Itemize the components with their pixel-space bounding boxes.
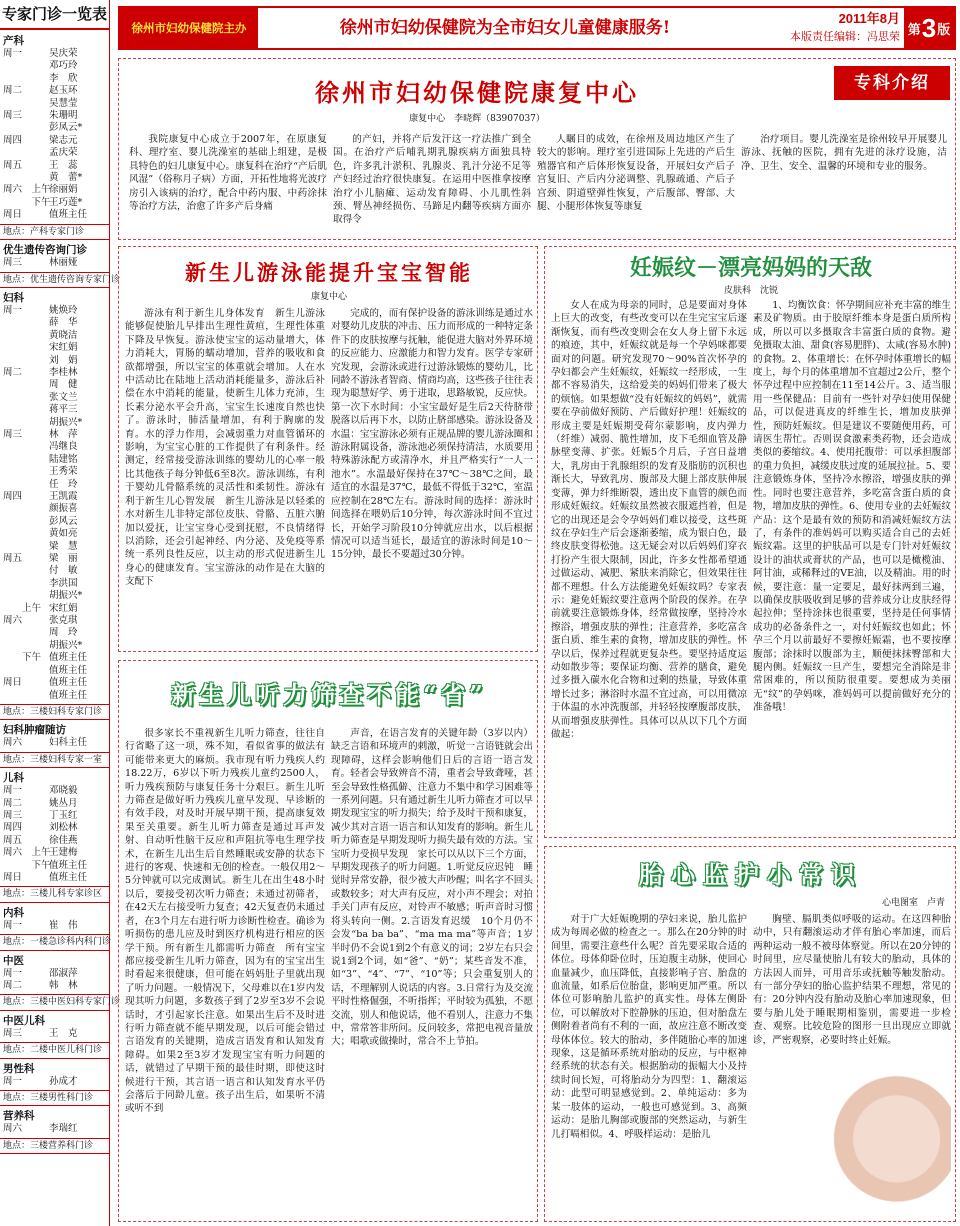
schedule-row [3, 110, 106, 122]
schedule-doctor: 邓晓毅 [49, 785, 78, 797]
schedule-doctor: 王秀荣 [49, 466, 78, 478]
schedule-row [3, 454, 106, 466]
schedule-day: 下午 [3, 196, 51, 208]
schedule-day: 周二 [3, 980, 23, 991]
schedule-doctor: 林 萍 [49, 428, 78, 440]
schedule-row [3, 404, 106, 416]
schedule-day [3, 441, 49, 453]
schedule-row [3, 417, 106, 429]
schedule-day [3, 590, 49, 602]
schedule-row [3, 172, 106, 184]
sidebar-dept-heading: 儿科 [3, 772, 24, 785]
schedule-row [3, 798, 106, 810]
sidebar-title: 专家门诊一览表 [0, 0, 109, 30]
schedule-doctor: 王 蕊 [49, 159, 78, 171]
clinic-location: 地点：优生遗传咨询专家门诊 [0, 272, 109, 288]
schedule-day [3, 330, 49, 342]
schedule-row [3, 355, 106, 367]
schedule-row [3, 565, 106, 577]
schedule-day [3, 466, 49, 478]
hearing-col-1: 很多家长不重视新生儿听力筛查，往往自行省略了这一项，殊不知，看似省事的做法有可能带来更大的麻烦。我市现有听力残疾人约18.22万，6岁以下听力残疾儿童约2500人，听力残疾预防与康复任务十分艰巨。新生儿听力筛查是做好听力残疾儿童早发现、早诊断的有效手段，对及时开展早期干预，提高康复效果至关重要。新生儿听力筛查是通过耳声发射、自动听性脑干反应和声阻抗等电生理学技术，在新生儿出生后自然睡眠或安静的状态下进行的客观、快速和无创的检查。一般仅用2～5分钟就可以完成测试。新生儿在出生48小时以后，要接受初次听力筛查；未通过初筛者，在42天左右接受听力复查；42天复查仍未通过者，在3个月左右进行听力诊断性检查。确诊为听损伤的患儿应及时到医疗机构进行相应的医学干预。所有新生儿都需听力筛查 所有宝宝都应接受新生儿听力筛查，因为有的宝宝出生时看起来很健康，但可能在妈妈肚子里就出现了听力问题。一般情况下，父母难以在1岁内发现其听力问题，多数孩子到了2岁至3岁不会说话时，才引起家长注意。如果出生后不及时进行听力筛查就不能早期发现，以后可能会错过言语发育的关键期，造成言语发育和认知发育障碍。如果2至3岁才发现宝宝有听力问题的话，就错过了早期干预的最佳时期，即使这时候进行干预，其言语一语言和认知发育水平仍会落后于同龄儿童。孩子出生后，如果听不清或听不到 [125, 728, 325, 1115]
sidebar-dept-heading: 营养科 [3, 1110, 35, 1123]
schedule-doctor: 冯继良 [49, 441, 78, 453]
sidebar-dept-heading: 中医儿科 [3, 1014, 45, 1027]
schedule-doctor: 任 玲 [49, 478, 78, 490]
schedule-row [3, 578, 106, 590]
schedule-doctor: 孟庆荣 [49, 147, 78, 159]
schedule-row [3, 553, 106, 565]
schedule-day [3, 60, 49, 72]
schedule-row [3, 810, 106, 822]
schedule-row [3, 652, 106, 664]
schedule-doctor: 值班主任 [49, 677, 88, 689]
schedule-day: 周四 [3, 134, 23, 146]
page-prefix: 第 [907, 21, 921, 37]
issue-date: 2011年8月 [838, 11, 900, 26]
schedule-doctor: 值班主任 [49, 652, 88, 664]
schedule-row [3, 603, 106, 615]
schedule-day [3, 479, 49, 491]
page-editor: 本版责任编辑：冯思荣 [790, 31, 900, 43]
schedule-day [3, 122, 49, 134]
page-header [118, 6, 956, 50]
stretch-byline: 皮肤科 沈锐 [723, 286, 778, 296]
schedule-row [3, 627, 106, 639]
schedule-day [3, 454, 49, 466]
clinic-location: 地点：一楼急诊科内科门诊 [0, 934, 109, 950]
schedule-doctor: 蒋平三 [49, 404, 78, 416]
schedule-row [3, 690, 106, 702]
schedule-day [3, 392, 49, 404]
schedule-day: 周一 [3, 785, 23, 797]
sidebar-dept-heading: 妇科 [3, 291, 24, 304]
schedule-row [3, 1028, 106, 1040]
schedule-row [3, 379, 106, 391]
schedule-row [3, 257, 106, 269]
schedule-day [3, 503, 49, 515]
schedule-day: 周六 [3, 1123, 23, 1135]
rehab-title: 徐州市妇幼保健院康复中心 [315, 78, 639, 107]
schedule-day [3, 342, 49, 354]
schedule-doctor: 张文兰 [49, 391, 78, 403]
schedule-row [3, 135, 106, 147]
fetal-byline: 心电图室 卢青 [881, 898, 945, 908]
clinic-location: 地点：三楼男性科门诊 [0, 1090, 109, 1106]
schedule-day [3, 355, 49, 367]
schedule-day: 周六 上午 [3, 184, 51, 196]
sidebar-department-list [3, 34, 121, 1154]
schedule-row [3, 85, 106, 97]
schedule-day [3, 98, 49, 110]
schedule-day: 周五 [3, 553, 23, 565]
schedule-day [3, 516, 49, 528]
schedule-row [3, 920, 106, 932]
schedule-day: 周一 [3, 1075, 23, 1087]
schedule-day: 周三 [3, 428, 23, 440]
schedule-row [3, 392, 106, 404]
rehab-col-1: 我院康复中心成立于2007年，在原康复科、理疗室、婴儿洗澡室的基础上组建，是极具特色的妇儿康复中心。康复科在治疗“产后肌风湿”（俗称月子病）方面，开拓性地将光波疗房引入该病的治疗，配合中药内服、中药涂抹等治疗方法，治愈了许多产后身痛 [129, 134, 327, 213]
page-number: 3 [921, 12, 937, 43]
schedule-row [3, 305, 106, 317]
schedule-doctor: 值班主任 [49, 209, 88, 221]
schedule-day: 周三 [3, 110, 23, 122]
schedule-row [3, 968, 106, 980]
rehab-col-2: 的产妇，并将产后发汗这一疗法推广到全国。在治疗产后哺乳期乳腺疾病方面独具特色，许多乳汁淤积、乳腺炎、乳汁分泌不足等产妇经过治疗很快康复。在运用中医推拿按摩治疗小儿脑瘫、运动发育障碍、小儿肌性斜颈、臂丛神经损伤、马蹄足内翻等疾病方面亦取得令 [333, 134, 531, 226]
schedule-day: 周四 [3, 491, 23, 502]
schedule-row [3, 980, 106, 992]
schedule-doctor: 胡振兴* [49, 590, 83, 602]
sidebar-dept-heading: 内科 [3, 906, 24, 919]
schedule-doctor: 黄晓洁 [49, 329, 78, 341]
schedule-doctor: 薛 华 [49, 317, 78, 329]
schedule-row [3, 122, 106, 134]
schedule-row [3, 847, 106, 859]
schedule-row [3, 835, 106, 847]
pregnant-woman-photo [815, 1075, 951, 1217]
schedule-row [3, 479, 106, 491]
schedule-day: 周日 [3, 209, 23, 221]
fetal-title: 胎心监护小常识 [639, 860, 863, 889]
schedule-day [3, 147, 49, 159]
stretch-col-1: 女人在成为母亲的同时，总是要面对身体上巨大的改变，有些改变可以在生完宝宝后逐渐恢复，而有些改变则会在女人身上留下永远的痕迹，其中，妊娠纹就是每一个孕妈咪都要面对的问题。研究发现70～90%首次怀孕的孕妇都会产生妊娠纹，妊娠纹一经形成，一生都不容易消失，这给爱美的妈妈们带来了极大的烦恼。如果想做“没有妊娠纹的妈妈”，就需要在孕前做好预防、产后做好护理！妊娠纹的形成主要是妊娠期受荷尔蒙影响，皮内弹力（纤维）减弱、脆性增加，皮下毛细血管及静脉壁变薄、扩张。妊娠5个月后，子宫日益增大，乳房由于乳腺组织的发育及脂肪的沉积也渐长大，导致乳房、腹部及大腿上部皮肤伸展变薄，弹力纤维断裂，透出皮下血管的颜色而形成妊娠纹。妊娠纹虽然被衣服遮挡着，但是它的出现还是会令孕妈妈们难以接受，这些斑纹在孕妇生产后会逐渐萎缩，成为银白色，最终皮肤变得松弛。这无疑会对以后妈妈们穿衣打扮产生很大限制，因此，许多女性都希望通过做运动、减肥、紧肤来消除它，但效果往往都不理想。什么方法能避免妊娠纹吗？专家表示：避免妊娠纹要注意两个阶段的保养。在孕前就要注意锻炼身体，经常做按摩，坚持冷水擦浴，增强皮肤的弹性；注意营养，多吃富含蛋白质、维生素的食物，增加皮肤的弹性。怀孕以后，保养过程就更复杂些。要坚持适度运动如散步等；要保证均衡、营养的膳食，避免过多摄入碳水化合物和过剩的热量，导致体重增长过多；淋浴时水温不宜过高，可以用微凉于体温的水冲洗腹部，并轻轻按摩腹部皮肤，从而增强皮肤弹性。具体可以从以下几个方面做起： [551, 300, 747, 740]
schedule-doctor: 王建梅 [49, 847, 78, 859]
swim-byline: 康复中心 [310, 292, 347, 302]
sidebar-dept-heading: 产科 [3, 35, 24, 47]
schedule-doctor: 值班主任 [49, 689, 88, 701]
schedule-doctor: 崔 伟 [49, 919, 78, 931]
schedule-doctor: 林丽娅 [49, 257, 78, 269]
clinic-location: 地点：三楼妇科专家门诊 [0, 704, 109, 720]
schedule-day: 周五 [3, 159, 23, 171]
schedule-doctor: 徐佳燕 [49, 834, 78, 846]
schedule-day: 周三 [3, 809, 23, 821]
schedule-day: 周三 [3, 257, 23, 269]
schedule-row [3, 872, 106, 884]
swim-title: 新生儿游泳能提升宝宝智能 [185, 260, 473, 285]
schedule-doctor: 张克琪 [49, 615, 78, 627]
schedule-day [3, 317, 49, 329]
swim-col-1: 游泳有利于新生儿身体发育 新生儿游泳能够促使胎儿早排出生理性黄疸，生理性体重下降及早恢复。游泳使宝宝的运动量增大，体力消耗大，胃肠的蠕动增加，营养的吸收和食欲都增强，所以宝宝的体重就会增加。人在水中活动比在陆地上活动消耗能量多，游泳后补偿在水中消耗的能量，使新生儿体力充沛，生长素分泌水平会升高，宝宝生长速度自然也快了。游泳时，肺活量增加，有利于胸廓的发育。水的浮力作用，会减弱重力对血管循环的影响，为宝宝心脏的工作提供了有利条件。经测定，经常接受游泳训练的婴幼儿的心率一般比其他孩子每分钟低6至8次。游泳训练，有利于婴幼儿骨骼系统的灵活性和柔韧性。游泳有利于新生儿心智发展 新生儿游泳是以轻柔的水对新生儿非特定部位皮肤、骨骼、五脏六腑加以爱抚，让宝宝身心受到抚慰，不良情绪得以消除，还会引起神经、内分泌、及免疫等系统一系列良性反应，以主动的形式促进新生儿身心的健康发育。宝宝游泳的动作是在大脑的支配下 [125, 308, 325, 588]
schedule-doctor: 胡振兴* [49, 416, 83, 428]
schedule-day: 周五 [3, 834, 23, 846]
schedule-day: 周日 [3, 677, 23, 689]
schedule-doctor: 李桂林 [49, 366, 78, 378]
schedule-row [3, 60, 106, 72]
schedule-doctor: 赵玉环 [49, 85, 78, 97]
schedule-row [3, 860, 106, 872]
sidebar-dept-heading: 男性科 [3, 1062, 35, 1075]
schedule-day [3, 73, 49, 85]
schedule-row [3, 665, 106, 677]
schedule-doctor: 李瑞红 [49, 1123, 78, 1135]
fetal-col-2: 胸壁、膈肌类似呼吸的运动。在这四种胎动中，只有翻滚运动才伴有胎心率加速，而后两种运动一般不被母体察觉。所以在20分钟的时间里，应尽量使胎儿有较大的胎动，具体的方法因人而异，可用音乐或抚触等触发胎动。有一部分孕妇的胎心监护结果不理想，常见的有：20分钟内没有胎动及胎心率加速现象，但要与胎儿处于睡眠期相鉴别，需要进一步检查、观察。比较危险的图形一旦出现应立即就诊，严密观察，必要时终止妊娠。 [753, 914, 951, 1046]
fetal-col-1: 对于广大妊娠晚期的孕妇来说，胎儿监护成为每周必做的检查之一。那么在20分钟的时间里，需要注意些什么呢？首先要采取合适的体位。母体仰卧位时，压迫腹主动脉，使回心血量减少，血压降低，直接影响子宫、胎盘的血流量，如系后位胎盘，影响更加严重。所以体位可影响胎儿监护的真实性。母体左侧卧位，可以解放对下腔静脉的压迫，但对胎盘左侧附着者尚有不利的一面，故应注意不断改变母体体位。较大的胎动，多伴随胎心率的加速现象，这是循环系统对胎动的反应，与中枢神经系统的状态有关。根据胎动的振幅大小及持续时间长短，可将胎动分为四型：1、翻滚运动：此型可明显感觉到。2、单纯运动：多为某一肢体的运动，一般也可感觉到。3、高频运动：是胎儿胸部或腹部的突然运动，与新生儿打嗝相似。4、呼吸样运动：是胎儿 [551, 914, 747, 1140]
schedule-row [3, 1076, 106, 1088]
schedule-row [3, 73, 106, 85]
schedule-doctor: 朱珊明 [49, 110, 78, 122]
schedule-doctor: 妇科主任 [49, 737, 88, 749]
schedule-row [3, 48, 106, 60]
swim-col-2: 完成的，而有保护设备的游泳训练是通过水对婴幼儿皮肤的冲击、压力而形成的一种特定条件下的皮肤按摩与抚触，能促进大脑对外界环境的反应能力、应激能力和智力发育。医学专家研究发现，会游泳或进行过游泳锻炼的婴幼儿，比同龄不游泳者智商、情商均高，这些孩子往往表现为聪慧好学、勇于进取，思路敏锐，反应快。第一次下水时间：小宝宝最好是生后2天待脐带脱落以后再下水，以防止脐部感染。游泳设备及水温：宝宝游泳必须有正规品牌的婴儿游泳圈和游泳附属设备，游泳池必须保持清洁，水质要用特殊游泳配方或清净水，并且严格实行“一人一池水”。水温最好保持在37℃～38℃之间，最适宜的水温是37℃，最低不得低于32℃，室温应控制在28℃左右。游泳时间的选择：游泳时间选择在喂奶后10分钟，每次游泳时间不宜过长，开始学习阶段10分钟就应出水，以后根据情况可以适当延长，最适宜的游泳时间是10～15分钟，最长不要超过30分钟。 [331, 308, 533, 561]
schedule-row [3, 1123, 106, 1135]
schedule-doctor: 黄 蕾* [49, 172, 83, 184]
schedule-day [3, 640, 49, 652]
schedule-day [3, 379, 49, 391]
schedule-day: 周六 [3, 615, 23, 627]
publisher-banner: 徐州市妇幼保健院主办 [120, 8, 258, 48]
schedule-row [3, 330, 106, 342]
schedule-doctor: 李 欣 [49, 72, 78, 84]
schedule-doctor: 宋红娟 [49, 602, 78, 614]
sidebar-dept-heading: 优生遗传咨询门诊 [3, 244, 87, 257]
schedule-day [3, 578, 49, 590]
schedule-day [3, 528, 49, 540]
schedule-row [3, 541, 106, 553]
schedule-doctor: 陆建铭 [49, 453, 78, 465]
schedule-row [3, 466, 106, 478]
schedule-row [3, 590, 106, 602]
schedule-day: 上午 [3, 602, 42, 614]
schedule-row [3, 737, 106, 749]
schedule-day: 周六 上午 [3, 847, 51, 859]
schedule-day: 周二 [3, 366, 23, 378]
schedule-row [3, 160, 106, 172]
schedule-row [3, 677, 106, 689]
schedule-day [3, 665, 49, 677]
fetal-monitor-article [544, 846, 956, 1222]
schedule-doctor: 姚丛月 [49, 797, 78, 809]
schedule-row [3, 342, 106, 354]
schedule-row [3, 516, 106, 528]
schedule-doctor: 刘 娟 [49, 354, 78, 366]
schedule-day: 周日 [3, 871, 23, 883]
schedule-row [3, 503, 106, 515]
schedule-doctor: 孙成才 [49, 1075, 78, 1087]
schedule-row [3, 528, 106, 540]
schedule-row [3, 147, 106, 159]
rehab-article [118, 58, 956, 240]
clinic-location: 地点：三楼中医妇科专家门诊 [0, 994, 109, 1010]
schedule-day [3, 417, 49, 429]
header-slogan: 徐州市妇幼保健院为全市妇女儿童健康服务! [339, 18, 671, 38]
schedule-doctor: 梁 慧 [49, 540, 78, 552]
schedule-row [3, 822, 106, 834]
schedule-doctor: 彭凤云* [49, 122, 83, 134]
schedule-day [3, 565, 49, 577]
schedule-day: 周三 [3, 1027, 23, 1039]
schedule-day: 周一 [3, 919, 23, 931]
schedule-day: 周二 [3, 797, 23, 809]
schedule-day: 周一 [3, 967, 23, 979]
schedule-day: 周一 [3, 48, 23, 59]
schedule-day: 周二 [3, 85, 23, 97]
schedule-doctor: 胡振兴* [49, 639, 83, 651]
schedule-row [3, 615, 106, 627]
schedule-doctor: 吴庆荣 [49, 48, 78, 59]
rehab-col-4: 治疗项目。婴儿洗澡室是徐州较早开展婴儿游泳、抚触的医院，拥有先进的泳疗设施，洁净、卫生、安全、温馨的环境和专业的服务。 [741, 134, 947, 172]
stretch-mark-article [544, 246, 956, 838]
clinic-location: 地点：产科专家门诊 [0, 224, 109, 240]
schedule-row [3, 429, 106, 441]
clinic-location: 地点：三楼营养科门诊 [0, 1138, 109, 1154]
schedule-row [3, 441, 106, 453]
schedule-day [3, 541, 49, 553]
hearing-col-2: 声音，在语言发育的关键年龄（3岁以内）缺乏言语和环境声的刺激，听觉一言语链就会出现障碍，这样会影响他们日后的言语一语言发育。轻者会导致辨音不清，重者会导致聋哑，甚至会导致性格孤僻、注意力不集中和学习困难等一系列问题。只有通过新生儿听力筛查才可以早期发现宝宝的听力损失；给予及时干预和康复，减少其对言语一语言和认知发育的影响。新生儿听力筛查是早期发现听力损失最有效的方法。宝宝听力受损早发现 家长可以从以下三个方面，早期发现孩子的听力问题。1.听觉反应迟钝 睡觉时异常安静，很少被大声吵醒；叫名字不回头或数较多；对大声有反应，对小声不理会；对拍手关门声有反应，对铃声不敏感；听声音时习惯将头转向一侧。2.言语发育迟缓 10个月仍不会发“ba ba ba”、“ma ma ma”等声音；1岁半时仍不会说1到2个有意义的词；2岁左右只会说1到2个词，如“爸”、“奶”；某些音发不准，如“3”、“4”、“7”、“10”等；只会重复别人的话，不理解别人说话的内容。3.日常行为及交流 平时性格倔强，不听指挥；平时较为孤独，不愿交流，别人和他说话，他不看别人，注意力不集中，常常答非所问。反问较多，常把电视音量放大；唱歌或做操时，常合不上节拍。 [331, 728, 543, 1048]
hearing-article [118, 660, 543, 1222]
clinic-location: 地点：三楼妇科专家一室 [0, 752, 109, 768]
schedule-doctor: 颜振喜 [49, 503, 78, 515]
page-number-badge [904, 8, 954, 48]
schedule-doctor: 王 克 [49, 1027, 78, 1039]
schedule-doctor: 邵淑萍 [49, 967, 78, 979]
schedule-doctor: 梁 丽 [49, 553, 78, 565]
schedule-doctor: 付 敏 [49, 565, 78, 577]
schedule-row [3, 785, 106, 797]
rehab-byline: 康复中心 李晓辉（83907037） [409, 114, 545, 124]
schedule-row [3, 184, 106, 196]
sidebar-dept-heading: 妇科肿瘤随访 [3, 724, 66, 737]
schedule-doctor: 值班主任 [49, 859, 88, 871]
schedule-day: 周一 [3, 304, 23, 316]
schedule-day: 下午 [3, 859, 51, 871]
schedule-row [3, 367, 106, 379]
schedule-day [3, 172, 49, 184]
schedule-doctor: 吴慧莹 [49, 97, 78, 109]
schedule-day [3, 690, 49, 702]
schedule-row [3, 317, 106, 329]
schedule-day: 周六 [3, 737, 23, 749]
rehab-col-3: 人瞩目的成效，在徐州及周边地区产生了较大的影响。理疗室引进国际上先进的产后生殖器官和产后体形恢复设备，开展妇女产后子宫复旧、产后内分泌调整、乳腺疏通、产后子宫颈、阴道壁弹性恢复，产后腹部、臀部、大腿、小腿形体恢复等康复 [537, 134, 735, 213]
schedule-doctor: 刘松林 [49, 822, 78, 834]
schedule-doctor: 邓巧玲 [49, 60, 78, 72]
schedule-doctor: 周 玲 [49, 627, 78, 639]
expert-clinic-sidebar [0, 0, 121, 1226]
schedule-doctor: 值班主任 [49, 664, 88, 676]
schedule-doctor: 宋红娟 [49, 342, 78, 354]
schedule-doctor: 李洪国 [49, 577, 78, 589]
schedule-doctor: 姚焕玲 [49, 304, 78, 316]
schedule-doctor: 黄如亮 [49, 528, 78, 540]
schedule-row [3, 98, 106, 110]
hearing-title: 新生儿听力筛查不能“省” [171, 680, 487, 709]
schedule-doctor: 韩 林 [49, 980, 78, 991]
schedule-day [3, 404, 49, 416]
stretch-col-2: 1、均衡饮食：怀孕期间应补充丰富的维生素及矿物质。由于胶原纤维本身是蛋白质所构成，所以可以多摄取含丰富蛋白质的食物。避免摄取太油、甜食(容易肥胖)、太咸(容易水肿)的食物。2、体重增长：在怀孕时体重增长的幅度上，每个月的体重增加不宜超过2公斤，整个怀孕过程中应控制在11至14公斤。3、适当服用一些保健品：目前有一些针对孕妇使用保健品，可以促进真皮的纤维生长，增加皮肤弹性，预防妊娠纹。但是建议不要随便用药，可请医生帮忙。否则误食激素类药物，还会造成类似的萎缩纹。4、使用托腹带：可以承担腹部的重力负担，减缓皮肤过度的延展拉扯。5、要注意锻炼身体，坚持冷水擦浴，增强皮肤的弹性。同时也要注意营养，多吃富含蛋白质的食物，增加皮肤的弹性。6、使用专业的去妊娠纹产品：这个是最有效的预防和消减妊娠纹方法了，有条件的准妈妈可以购买适合自己的去妊娠纹霜。这里的护肤品可以是专门针对妊娠纹设计的油状或膏状的产品，也可以是橄榄油、阿甘油，或稀释过的VE油，以及精油。用的时候，要注意：量一定要足，最好抹两到三遍，以确保皮肤吸收到足够的营养成分让皮肤经得起拉伸；坚持涂抹也很重要，坚持是任何事情成功的必备条件之一，对付妊娠纹也如此；怀孕三个月以前最好不要擦妊娠霜，也不要按摩腹部；涂抹时以腹部为主，顺便抹抹臀部和大腿内侧。妊娠纹一旦产生，要想完全消除是非常困难的，所以预防很重要。要想成为美丽无“纹”的孕妈咪，准妈妈可以提前做好充分的准备哦！ [753, 300, 951, 714]
schedule-day: 下午 [3, 652, 42, 664]
schedule-doctor: 徐丽娟 [49, 184, 78, 196]
schedule-row [3, 209, 106, 221]
schedule-doctor: 丁玉红 [49, 809, 78, 821]
schedule-row [3, 197, 106, 209]
schedule-day: 周四 [3, 822, 23, 834]
schedule-day [3, 627, 49, 639]
sidebar-dept-heading: 中医 [3, 954, 24, 967]
clinic-location: 地点：三楼儿科专家诊区 [0, 886, 109, 902]
swim-article [118, 246, 538, 652]
clinic-location: 地点：二楼中医儿科门诊 [0, 1042, 109, 1058]
schedule-doctor: 周 健 [49, 379, 78, 391]
section-badge: 专科介绍 [834, 66, 950, 100]
schedule-doctor: 梁志元 [49, 134, 78, 146]
schedule-doctor: 王凯霞 [49, 491, 78, 502]
stretch-title: 妊娠纹－漂亮妈妈的天敌 [629, 255, 872, 281]
schedule-doctor: 值班主任 [49, 871, 88, 883]
schedule-doctor: 彭风云 [49, 515, 78, 527]
schedule-row [3, 640, 106, 652]
schedule-row [3, 491, 106, 503]
page-suffix: 版 [937, 21, 951, 37]
schedule-doctor: 王巧莲* [49, 196, 83, 208]
